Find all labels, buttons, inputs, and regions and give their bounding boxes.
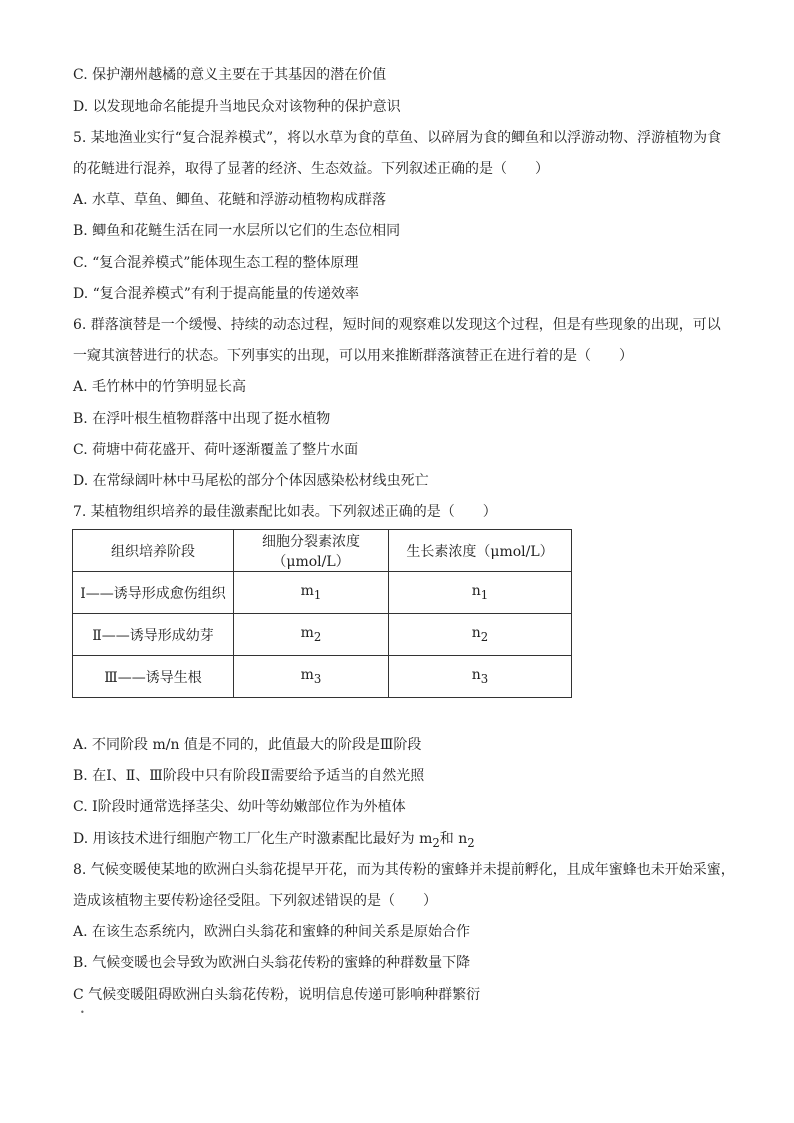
q8-stem-line1: 8. 气候变暖使某地的欧洲白头翁花提早开花，而为其传粉的蜜蜂并未提前孵化，且成年蜜蜂也未开始采蜜， bbox=[73, 862, 735, 878]
q7-option-c: C. Ⅰ阶段时通常选择茎尖、幼叶等幼嫩部位作为外植体 bbox=[73, 799, 406, 815]
table-cell-auxin: $n_2$ bbox=[389, 614, 572, 656]
table-header-cytokinin: 细胞分裂素浓度（μmol/L） bbox=[234, 530, 389, 572]
table-cell-auxin: $n_3$ bbox=[389, 656, 572, 698]
q8-option-a: A. 在该生态系统内，欧洲白头翁花和蜜蜂的种间关系是原始合作 bbox=[73, 924, 471, 940]
table-header-row bbox=[73, 530, 572, 572]
q5-option-b: B. 鲫鱼和花鲢生活在同一水层所以它们的生态位相同 bbox=[73, 223, 401, 239]
q5-option-a: A. 水草、草鱼、鲫鱼、花鲢和浮游动植物构成群落 bbox=[73, 192, 387, 208]
table-cell-stage: Ⅰ——诱导形成愈伤组织 bbox=[73, 572, 234, 614]
q7-option-a: A. 不同阶段 m/n 值是不同的，此值最大的阶段是Ⅲ阶段 bbox=[73, 737, 422, 753]
q7-option-d: D. 用该技术进行细胞产物工厂化生产时激素配比最好为 $m_2$和 $n_2$ bbox=[73, 831, 475, 850]
q5-option-d: D. “复合混养模式”有利于提高能量的传递效率 bbox=[73, 286, 359, 302]
q5-stem-line2: 的花鲢进行混养，取得了显著的经济、生态效益。下列叙述正确的是（ ） bbox=[73, 161, 549, 177]
q6-stem-line1: 6. 群落演替是一个缓慢、持续的动态过程，短时间的观察难以发现这个过程，但是有些现象的出现，可以 bbox=[73, 317, 721, 333]
q6-option-d: D. 在常绿阔叶林中马尾松的部分个体因感染松材线虫死亡 bbox=[73, 473, 429, 489]
table-cell-auxin: $n_1$ bbox=[389, 572, 572, 614]
table-row bbox=[73, 614, 572, 656]
q7-stem: 7. 某植物组织培养的最佳激素配比如表。下列叙述正确的是（ ） bbox=[73, 504, 497, 520]
q6-stem-line2: 一窥其演替进行的状态。下列事实的出现，可以用来推断群落演替正在进行着的是（ ） bbox=[73, 348, 633, 364]
q6-option-a: A. 毛竹林中的竹笋明显长高 bbox=[73, 379, 247, 395]
page-dot: • bbox=[80, 1008, 85, 1017]
table-row bbox=[73, 656, 572, 698]
q6-option-b: B. 在浮叶根生植物群落中出现了挺水植物 bbox=[73, 411, 331, 427]
table-cell-cytokinin: $m_3$ bbox=[234, 656, 389, 698]
q4-option-c: C. 保护潮州越橘的意义主要在于其基因的潜在价值 bbox=[73, 67, 387, 83]
table-cell-cytokinin: $m_2$ bbox=[234, 614, 389, 656]
q4-option-d: D. 以发现地命名能提升当地民众对该物种的保护意识 bbox=[73, 99, 401, 115]
q5-option-c: C. “复合混养模式”能体现生态工程的整体原理 bbox=[73, 255, 359, 271]
q8-stem-line2: 造成该植物主要传粉途径受阻。下列叙述错误的是（ ） bbox=[73, 893, 437, 909]
table-row bbox=[73, 572, 572, 614]
q5-stem-line1: 5. 某地渔业实行“复合混养模式”，将以水草为食的草鱼、以碎屑为食的鲫鱼和以浮游动物、浮游植物为食 bbox=[73, 130, 722, 146]
q8-option-b: B. 气候变暖也会导致为欧洲白头翁花传粉的蜜蜂的种群数量下降 bbox=[73, 955, 471, 971]
table-cell-stage: Ⅲ——诱导生根 bbox=[73, 656, 234, 698]
q7-option-b: B. 在Ⅰ、Ⅱ、Ⅲ阶段中只有阶段Ⅱ需要给予适当的自然光照 bbox=[73, 768, 425, 784]
table-header-stage: 组织培养阶段 bbox=[73, 530, 234, 572]
table-cell-stage: Ⅱ——诱导形成幼芽 bbox=[73, 614, 234, 656]
q8-option-c: C 气候变暖阻碍欧洲白头翁花传粉，说明信息传递可影响种群繁衍 bbox=[73, 987, 481, 1003]
hormone-ratio-table bbox=[72, 529, 572, 698]
table-cell-cytokinin: $m_1$ bbox=[234, 572, 389, 614]
table-header-auxin: 生长素浓度（μmol/L） bbox=[389, 530, 572, 572]
q6-option-c: C. 荷塘中荷花盛开、荷叶逐渐覆盖了整片水面 bbox=[73, 442, 359, 458]
